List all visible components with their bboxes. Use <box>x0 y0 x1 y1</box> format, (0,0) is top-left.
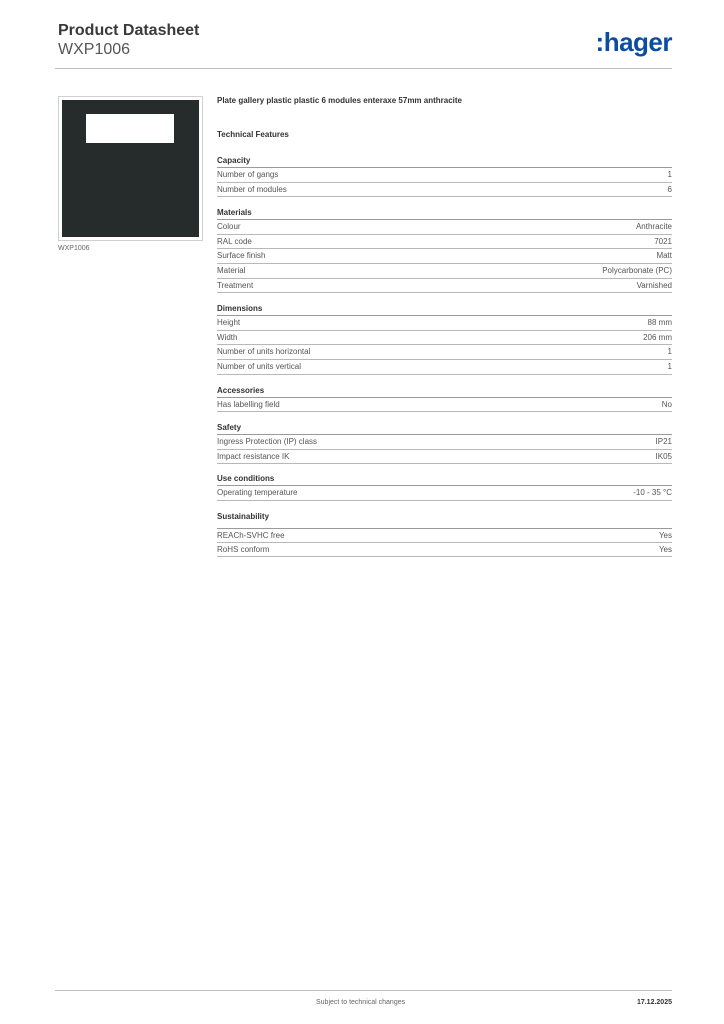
table-row <box>217 264 672 279</box>
hager-logo: :hager <box>595 27 672 57</box>
product-code: WXP1006 <box>58 41 131 58</box>
row-value: -10 - 35 °C <box>633 488 672 498</box>
row-label: Material <box>217 265 246 275</box>
row-label: Number of units horizontal <box>217 347 311 357</box>
row-label: RAL code <box>217 236 252 246</box>
footer-note: Subject to technical changes <box>316 999 406 1006</box>
section-title: Use conditions <box>217 474 672 486</box>
table-row <box>217 183 672 198</box>
row-value: Matt <box>656 251 672 261</box>
page-header <box>58 22 672 70</box>
image-caption: WXP1006 <box>58 245 90 252</box>
row-label: Ingress Protection (IP) class <box>217 437 318 447</box>
product-description: Plate gallery plastic plastic 6 modules enteraxe 57mm anthracite <box>217 96 462 105</box>
section-safety <box>217 423 672 464</box>
row-value: 88 mm <box>647 318 672 328</box>
row-label: Number of modules <box>217 184 287 194</box>
header-divider <box>55 68 672 69</box>
row-value: 206 mm <box>643 332 672 342</box>
section-sustainability <box>217 512 672 557</box>
row-value: Yes <box>658 530 672 540</box>
footer-divider <box>55 990 672 991</box>
row-label: Width <box>217 332 238 342</box>
table-row <box>217 249 672 264</box>
row-value: Polycarbonate (PC) <box>602 265 672 275</box>
section-title: Sustainability <box>217 511 270 521</box>
table-row <box>217 331 672 346</box>
row-label: Number of units vertical <box>217 361 302 371</box>
section-capacity <box>217 156 672 197</box>
footer-date: 17.12.2025 <box>636 999 672 1006</box>
table-row <box>217 450 672 465</box>
row-label: RoHS conform <box>217 544 270 554</box>
row-value: IK05 <box>655 451 672 461</box>
row-value: Yes <box>658 544 672 554</box>
row-value: Varnished <box>636 280 672 290</box>
row-label: Height <box>217 318 241 328</box>
row-label: Impact resistance IK <box>217 451 290 461</box>
row-label: Treatment <box>217 280 254 290</box>
section-use-conditions <box>217 474 672 501</box>
row-value: IP21 <box>655 437 672 447</box>
row-label: Colour <box>217 222 241 232</box>
table-row <box>217 528 672 543</box>
row-label: Operating temperature <box>217 488 298 498</box>
row-label: REACh-SVHC free <box>217 530 285 540</box>
section-materials <box>217 208 672 293</box>
row-value: 1 <box>667 347 672 357</box>
table-row <box>217 220 672 235</box>
row-label: Has labelling field <box>217 399 280 409</box>
table-row <box>217 398 672 413</box>
section-dimensions <box>217 304 672 374</box>
table-row <box>217 435 672 450</box>
table-row <box>217 360 672 375</box>
table-row <box>217 316 672 331</box>
section-title: Materials <box>217 208 672 220</box>
section-title: Capacity <box>217 156 672 168</box>
table-row <box>217 168 672 183</box>
plate-opening <box>86 114 174 143</box>
section-title: Accessories <box>217 386 672 398</box>
row-value: 7021 <box>654 236 672 246</box>
product-image <box>58 96 203 241</box>
table-row <box>217 345 672 360</box>
row-value: No <box>661 399 672 409</box>
section-title: Safety <box>217 423 672 435</box>
row-value: 1 <box>667 361 672 371</box>
table-row <box>217 543 672 558</box>
row-label: Surface finish <box>217 251 266 261</box>
section-title: Dimensions <box>217 304 672 316</box>
table-row <box>217 486 672 501</box>
datasheet-content <box>217 96 672 557</box>
table-row <box>217 279 672 294</box>
row-value: Anthracite <box>635 222 672 232</box>
row-label: Number of gangs <box>217 170 279 179</box>
section-accessories <box>217 386 672 413</box>
technical-features-heading: Technical Features <box>217 130 289 139</box>
page-title: Product Datasheet <box>58 22 200 39</box>
row-value: 1 <box>667 170 672 179</box>
table-row <box>217 235 672 250</box>
row-value: 6 <box>667 184 672 194</box>
plate-picture <box>62 100 199 237</box>
